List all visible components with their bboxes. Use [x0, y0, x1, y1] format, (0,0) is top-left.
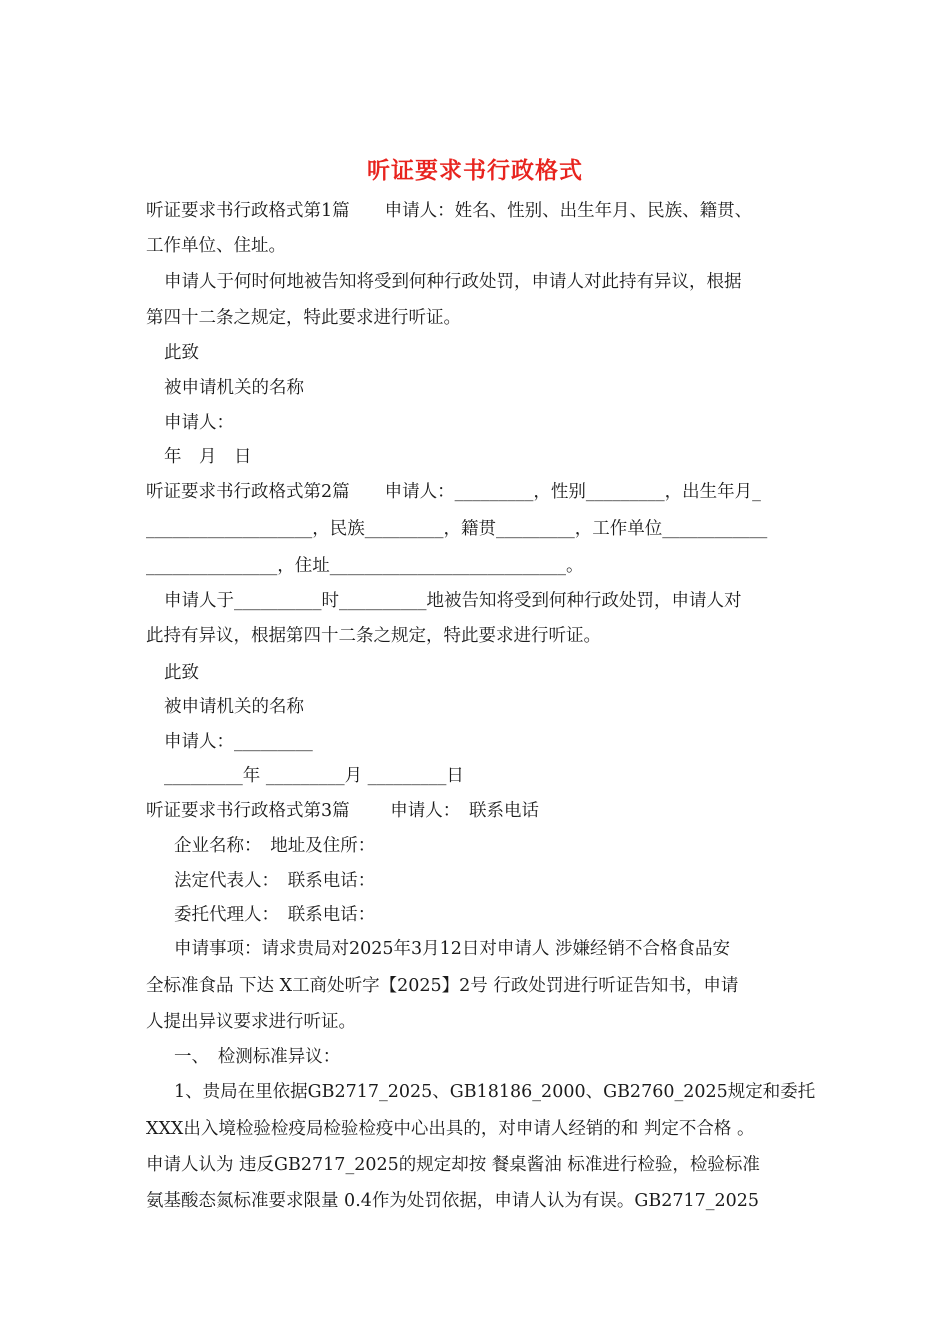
date-line: _________年 _________月 _________日	[164, 766, 464, 786]
paragraph-line: 申请人于何时何地被告知将受到何种行政处罚，申请人对此持有异议，根据	[164, 272, 742, 292]
paragraph-line: 申请人于__________时__________地被告知将受到何种行政处罚，申请人对	[164, 591, 742, 611]
paragraph-line: 氨基酸态氮标准要求限量 0.4作为处罚依据，申请人认为有误。GB2717_2025	[146, 1191, 760, 1211]
paragraph-line: 申请人认为 违反GB2717_2025的规定却按 餐桌酱油 标准进行检验，检验标准	[146, 1155, 760, 1175]
date-line: 年 月 日	[164, 447, 252, 467]
paragraph-line: 此致	[164, 663, 199, 683]
paragraph-line: XXX出入境检验检疫局检验检疫中心出具的，对申请人经销的和 判定不合格 。	[146, 1119, 755, 1139]
paragraph-line: 被申请机关的名称	[164, 378, 304, 398]
paragraph-line: 工作单位、住址。	[146, 236, 286, 256]
paragraph-line: 申请人：	[164, 413, 234, 433]
paragraph-line: 人提出异议要求进行听证。	[146, 1012, 356, 1032]
paragraph-line: 听证要求书行政格式第3篇 申请人： 联系电话	[146, 801, 539, 821]
paragraph-line: 此致	[164, 343, 199, 363]
paragraph-line: 听证要求书行政格式第1篇 申请人：姓名、性别、出生年月、民族、籍贯、	[146, 201, 753, 221]
paragraph-line: 被申请机关的名称	[164, 697, 304, 717]
paragraph-line: 申请人：_________	[164, 732, 313, 752]
paragraph-line: 企业名称： 地址及住所：	[174, 836, 376, 856]
paragraph-line: 申请事项：请求贵局对2025年3月12日对申请人 涉嫌经销不合格食品安	[174, 939, 730, 959]
paragraph-line: 全标准食品 下达 X工商处听字【2025】2号 行政处罚进行听证告知书，申请	[146, 976, 739, 996]
paragraph-line: 此持有异议，根据第四十二条之规定，特此要求进行听证。	[146, 626, 601, 646]
document-title: 听证要求书行政格式	[367, 157, 583, 184]
paragraph-line: 委托代理人： 联系电话：	[174, 905, 376, 925]
paragraph-line: 第四十二条之规定，特此要求进行听证。	[146, 308, 461, 328]
paragraph-line: 一、 检测标准异议：	[174, 1047, 341, 1067]
paragraph-line: ___________________，民族_________，籍贯_________，工作单位____________	[146, 519, 768, 539]
paragraph-line: 法定代表人： 联系电话：	[174, 871, 376, 891]
paragraph-line: 听证要求书行政格式第2篇 申请人：_________，性别_________，出生年月_	[146, 482, 761, 502]
paragraph-line: 1、贵局在里依据GB2717_2025、GB18186_2000、GB2760_2025规定和委托	[174, 1082, 816, 1102]
paragraph-line: _______________，住址___________________________。	[146, 556, 584, 576]
